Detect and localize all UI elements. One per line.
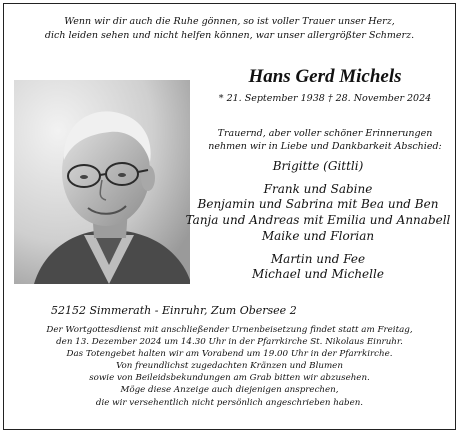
- obituary-notice: [3, 3, 456, 430]
- life-dates: * 21. September 1938 † 28. November 2024: [218, 93, 432, 104]
- deceased-name: Hans Gerd Michels: [248, 66, 402, 87]
- intro-line: dich leiden sehen und nicht helfen können, war unser allergrößter Schmerz.: [44, 30, 415, 41]
- service-details: [4, 324, 455, 409]
- intro-line: Wenn wir dir auch die Ruhe gönnen, so ist voller Trauer unser Herz,: [64, 16, 395, 27]
- family-member: Maike und Florian: [261, 228, 375, 243]
- mourning-address: 52152 Simmerath - Einruhr, Zum Obersee 2: [51, 304, 297, 317]
- service-line: die wir versehentlich nicht persönlich angeschrieben haben.: [95, 397, 364, 408]
- family-member: Benjamin und Sabrina mit Bea und Ben: [197, 197, 439, 212]
- family-member: Tanja und Andreas mit Emilia und Annabell: [185, 213, 451, 228]
- family-member: Brigitte (Gittli): [272, 159, 364, 173]
- mourning-text: [200, 127, 450, 153]
- mourning-line: nehmen wir in Liebe und Dankbarkeit Abschied:: [208, 141, 442, 152]
- service-line: den 13. Dezember 2024 um 14.30 Uhr in der Pfarrkirche St. Nikolaus Einruhr.: [56, 337, 403, 348]
- service-line: Von freundlichst zugedachten Kränzen und Blumen: [116, 361, 343, 372]
- service-line: Der Wortgottesdienst mit anschließender Urnenbeisetzung findet statt am Freitag,: [46, 325, 413, 335]
- family-list: [180, 159, 456, 283]
- portrait-photo: [14, 80, 190, 284]
- family-member: Michael und Michelle: [252, 267, 384, 282]
- family-member: Frank und Sabine: [263, 181, 373, 196]
- intro-verse: [4, 15, 455, 43]
- service-line: Das Totengebet halten wir am Vorabend um 19.00 Uhr in der Pfarrkirche.: [66, 349, 393, 360]
- service-line: Möge diese Anzeige auch diejenigen ansprechen,: [120, 385, 339, 396]
- mourning-line: Trauernd, aber voller schöner Erinnerungen: [217, 128, 433, 139]
- family-member: Martin und Fee: [270, 251, 366, 266]
- service-line: sowie von Beileidsbekundungen am Grab bitten wir abzusehen.: [89, 373, 370, 384]
